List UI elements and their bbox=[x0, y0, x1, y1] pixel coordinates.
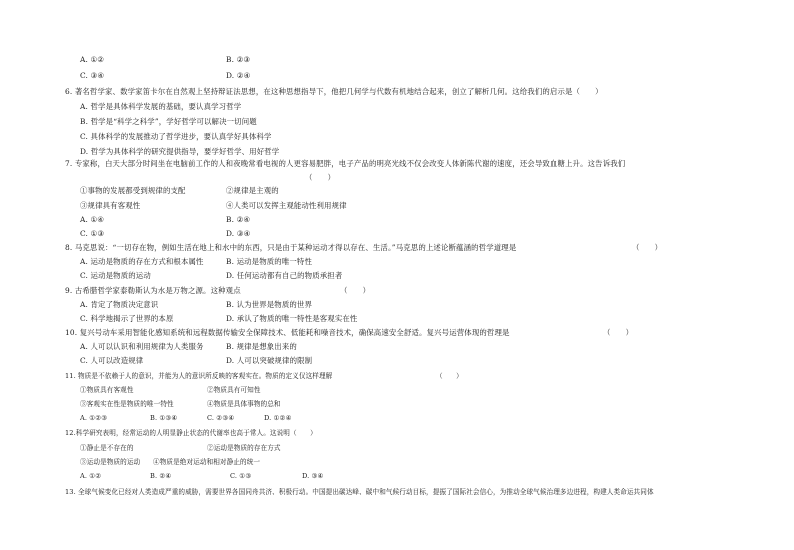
q12-statement-4: ④物质是绝对运动和相对静止的统一 bbox=[153, 458, 261, 466]
q9-option-a: A. 肯定了物质决定意识 bbox=[80, 300, 159, 309]
q5-option-c: C. ③④ bbox=[80, 71, 105, 80]
q12-statement-3: ③运动是物质的运动 bbox=[80, 458, 141, 466]
q11-option-a: A. ①②③ bbox=[80, 414, 108, 422]
q9-paren: （ ） bbox=[340, 286, 371, 295]
q7-option-b: B. ②④ bbox=[226, 215, 251, 224]
q7-statement-4: ④人类可以发挥主观能动性利用规律 bbox=[226, 201, 347, 210]
q11-option-c: C. ②③④ bbox=[207, 414, 235, 422]
q9-stem: 9. 古希腊哲学家泰勒斯认为水是万物之源。这种观点 bbox=[65, 286, 241, 295]
q9-option-c: C. 科学地揭示了世界的本原 bbox=[80, 314, 174, 323]
q5-option-d: D. ②④ bbox=[226, 71, 251, 80]
q11-statement-2: ②物质具有可知性 bbox=[207, 386, 261, 394]
q8-option-b: B. 运动是物质的唯一特性 bbox=[226, 257, 312, 266]
q5-option-a: A. ①② bbox=[80, 55, 105, 64]
q10-option-b: B. 规律是想象出来的 bbox=[226, 342, 297, 351]
q7-statement-2: ②规律是主观的 bbox=[226, 186, 279, 195]
q10-paren: （ ） bbox=[603, 328, 634, 337]
q6-option-c: C. 具体科学的发展推动了哲学进步，要认真学好具体科学 bbox=[80, 132, 272, 141]
q8-stem: 8. 马克思说：“一切存在物，例如生活在地上和水中的东西，只是由于某种运动才得以存在、生活。”马克思的上述论断蕴涵的哲学道理是 bbox=[65, 243, 517, 252]
q7-stem: 7. 专家称，白天大部分时间坐在电脑前工作的人和夜晚常看电视的人更容易肥胖，电子产品的明亮光线不仅会改变人体新陈代谢的速度，还会导致血糖上升。这告诉我们 bbox=[65, 159, 626, 168]
q7-option-d: D. ③④ bbox=[226, 229, 251, 238]
q10-option-d: D. 人可以突破规律的限制 bbox=[226, 356, 313, 365]
q7-paren: （ ） bbox=[305, 173, 336, 182]
q7-statement-1: ①事物的发展都受到规律的支配 bbox=[80, 186, 186, 195]
q6-option-b: B. 哲学是“科学之科学”，学好哲学可以解决一切问题 bbox=[80, 117, 257, 126]
q11-statement-1: ①物质具有客观性 bbox=[80, 386, 134, 394]
q11-statement-3: ③客观实在性是物质的唯一特性 bbox=[80, 400, 174, 408]
q8-option-a: A. 运动是物质的存在方式和根本属性 bbox=[80, 257, 204, 266]
q13-stem: 13. 全球气候变化已经对人类造成严重的威胁，需要世界各国同舟共济、积极行动。中国提出碳达峰、碳中和气候行动目标，提振了国际社会信心，为推动全球气候治理多边进程，构建人类命运共同体 bbox=[65, 488, 654, 496]
q11-option-b: B. ①③④ bbox=[150, 414, 178, 422]
q12-option-b: B. ②④ bbox=[150, 472, 172, 480]
q12-option-a: A. ①② bbox=[80, 472, 102, 480]
q7-option-a: A. ①④ bbox=[80, 215, 105, 224]
q10-option-a: A. 人可以认识和利用规律为人类服务 bbox=[80, 342, 204, 351]
q9-option-d: D. 承认了物质的唯一特性是客观实在性 bbox=[226, 314, 358, 323]
q11-option-d: D. ①②④ bbox=[264, 414, 292, 422]
q6-stem: 6. 著名哲学家、数学家笛卡尔在自然观上坚持辩证法思想，在这种思想指导下，他把几何学与代数有机地结合起来，创立了解析几何。这给我们的启示是（ ） bbox=[65, 87, 603, 96]
q11-statement-4: ④物质是具体事物的总和 bbox=[207, 400, 281, 408]
q10-option-c: C. 人可以改造规律 bbox=[80, 356, 144, 365]
q6-option-a: A. 哲学是具体科学发展的基础，要认真学习哲学 bbox=[80, 102, 242, 111]
q6-option-d: D. 哲学为具体科学的研究提供指导，要学好哲学、用好哲学 bbox=[80, 147, 280, 156]
q8-option-c: C. 运动是物质的运动 bbox=[80, 271, 151, 280]
q5-option-b: B. ②③ bbox=[226, 55, 251, 64]
q12-statement-1: ①静止是不存在的 bbox=[80, 444, 134, 452]
q11-paren: （ ） bbox=[436, 372, 463, 380]
q12-stem: 12.科学研究表明，经常运动的人明显静止状态的代谢率也高于常人。这说明（ ） bbox=[65, 429, 317, 437]
q7-statement-3: ③规律具有客观性 bbox=[80, 201, 141, 210]
q9-option-b: B. 认为世界是物质的世界 bbox=[226, 300, 312, 309]
q12-statement-2: ②运动是物质的存在方式 bbox=[207, 444, 281, 452]
q11-stem: 11. 物质是不依赖于人的意识，并能为人的意识所反映的客观实在。物质的定义仅这样理解 bbox=[65, 372, 333, 380]
q7-option-c: C. ①③ bbox=[80, 229, 105, 238]
q10-stem: 10. 复兴号动车采用智能化感知系统和远程数据传输安全保障技术、低能耗和噪音技术，确保高速安全舒适。复兴号运营体现的哲理是 bbox=[65, 328, 510, 337]
q8-option-d: D. 任何运动都有自己的物质承担者 bbox=[226, 271, 343, 280]
q12-option-d: D. ③④ bbox=[302, 472, 324, 480]
q12-option-c: C. ①③ bbox=[230, 472, 252, 480]
q8-paren: （ ） bbox=[632, 243, 663, 252]
